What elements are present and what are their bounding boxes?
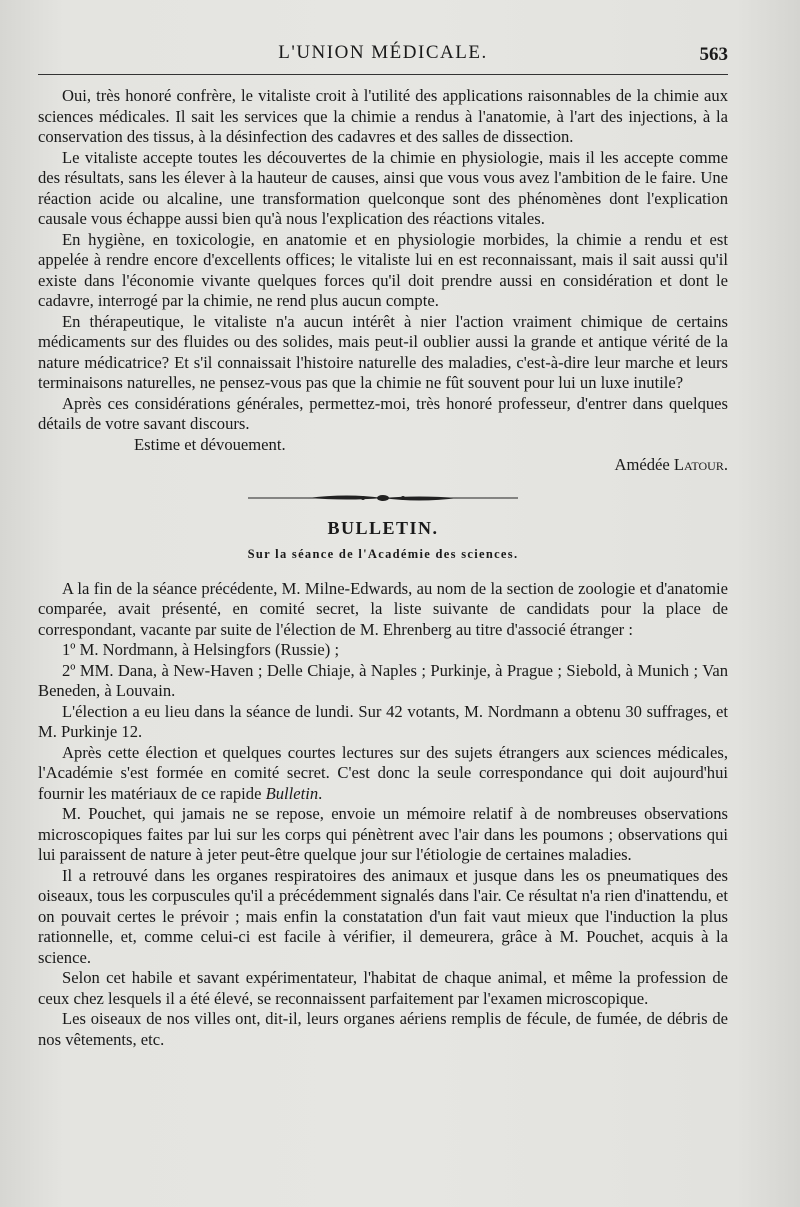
bulletin-paragraph: Les oiseaux de nos villes ont, dit-il, leurs organes aériens remplis de fécule, de fumée, de débris de nos vêtements, etc. xyxy=(38,1009,728,1049)
bulletin-paragraph: A la fin de la séance précédente, M. Milne-Edwards, au nom de la section de zoologie et d'anatomie comparée, avait présenté, en comité secret, la liste suivante de candidats pour la place de correspondant, vacante par suite de l'élection de M. Ehrenberg au titre d'associé étranger : xyxy=(38,578,728,639)
bulletin-paragraph: Selon cet habile et savant expérimentateur, l'habitat de chaque animal, et même la profession de ceux chez lesquels il a été élevé, se reconnaissent parfaitement par l'examen microscopique. xyxy=(38,968,728,1008)
article-paragraph: En thérapeutique, le vitaliste n'a aucun intérêt à nier l'action vraiment chimique de certains médicaments sur des fluides ou des solides, mais peut-il oublier aussi la grande et antique vérité de la nature médicatrice? Et s'il connaissait l'histoire naturelle des maladies, c'est-à-dire leur marche et leurs terminaisons naturelles, ne pensez-vous pas que la chimie ne fût souvent pour lui un luxe inutile? xyxy=(38,311,728,392)
bulletin-paragraph: L'élection a eu lieu dans la séance de lundi. Sur 42 votants, M. Nordmann a obtenu 30 suffrages, et M. Purkinje 12. xyxy=(38,701,728,741)
bulletin-italic: Bulletin xyxy=(265,783,319,803)
candidate-line: 1º M. Nordmann, à Helsingfors (Russie) ; xyxy=(62,640,340,659)
bulletin-paragraph: Il a retrouvé dans les organes respiratoires des animaux et jusque dans les os pneumatiques des oiseaux, tous les corpuscules qu'il a précédemment signalés dans l'air. Ce résultat n'a rien d'inattendu, et on pouvait certes le prévoir ; mais enfin la constatation d'un fait vaut mieux que l'induction la plus rationnelle, et, comme celui-ci est facile à vérifier, il demeurera, grâce à M. Pouchet, acquis à la science. xyxy=(38,865,728,967)
comite-text: Après cette élection et quelques courtes lectures sur des sujets étrangers aux sciences médicales, l'Académie s'est formée en comité secret. C'est donc la seule correspondance qui doit aujourd'hui fournir les matériaux de ce rapide xyxy=(38,742,728,803)
ornamental-divider xyxy=(248,492,518,504)
article-paragraph: Le vitaliste accepte toutes les découvertes de la chimie en physiologie, mais il les accepte comme des résultats, sans les élever à la hauteur de causes, ainsi que vous vous avez l'ambition de le faire. Une réaction acide ou alcaline, une transformation quelconque sont des phénomènes dont l'explication causale vous échappe aussi bien qu'à nous l'explication des réactions vitales. xyxy=(38,147,728,228)
closing-salutation: Estime et dévouement. xyxy=(134,434,286,454)
article-paragraph: En hygiène, en toxicologie, en anatomie et en physiologie morbides, la chimie a rendu et est appelée à rendre encore d'excellents offices; le vitaliste lui en est reconnaissant, mais il sait aussi qu'il existe dans l'économie vivante quelques forces qu'il doit prendre aussi en considération et dont le cadavre, interrogé par la chimie, ne rend plus aucun compte. xyxy=(38,229,728,310)
page-number: 563 xyxy=(699,44,728,65)
header-rule xyxy=(38,74,728,75)
article-paragraph: Après ces considérations générales, permettez-moi, très honoré professeur, d'entrer dans quelques détails de votre savant discours. xyxy=(38,393,728,433)
bulletin-title: BULLETIN. xyxy=(327,517,439,538)
signature-surname: Latour. xyxy=(673,455,728,474)
article-paragraph: Oui, très honoré confrère, le vitaliste croit à l'utilité des applications raisonnables de la chimie aux sciences médicales. Il sait les services que la chimie a rendus à l'anatomie, à l'art des injections, à la conservation des tissus, à la désinfection des cadavres et des salles de dissection. xyxy=(38,86,728,146)
bulletin-paragraph: M. Pouchet, qui jamais ne se repose, envoie un mémoire relatif à de nombreuses observations microscopiques faites par lui sur les corps qui pénètrent avec l'air dans les poumons ; observations qui lui paraissent de nature à jeter peut-être quelque jour sur l'étiologie de certaines maladies. xyxy=(38,804,728,864)
bulletin-subtitle: Sur la séance de l'Académie des sciences. xyxy=(247,547,519,561)
running-title: L'UNION MÉDICALE. xyxy=(278,42,488,63)
bulletin-paragraph xyxy=(38,743,728,805)
candidate-line: 2º MM. Dana, à New-Haven ; Delle Chiaje, à Naples ; Purkinje, à Prague ; Siebold, à Munich ; Van Beneden, à Louvain. xyxy=(38,660,728,700)
signature xyxy=(38,455,728,476)
page-body xyxy=(38,86,728,1050)
comite-end: . xyxy=(318,783,323,803)
signature-name: Amédée xyxy=(614,455,670,474)
page-header xyxy=(38,42,728,76)
